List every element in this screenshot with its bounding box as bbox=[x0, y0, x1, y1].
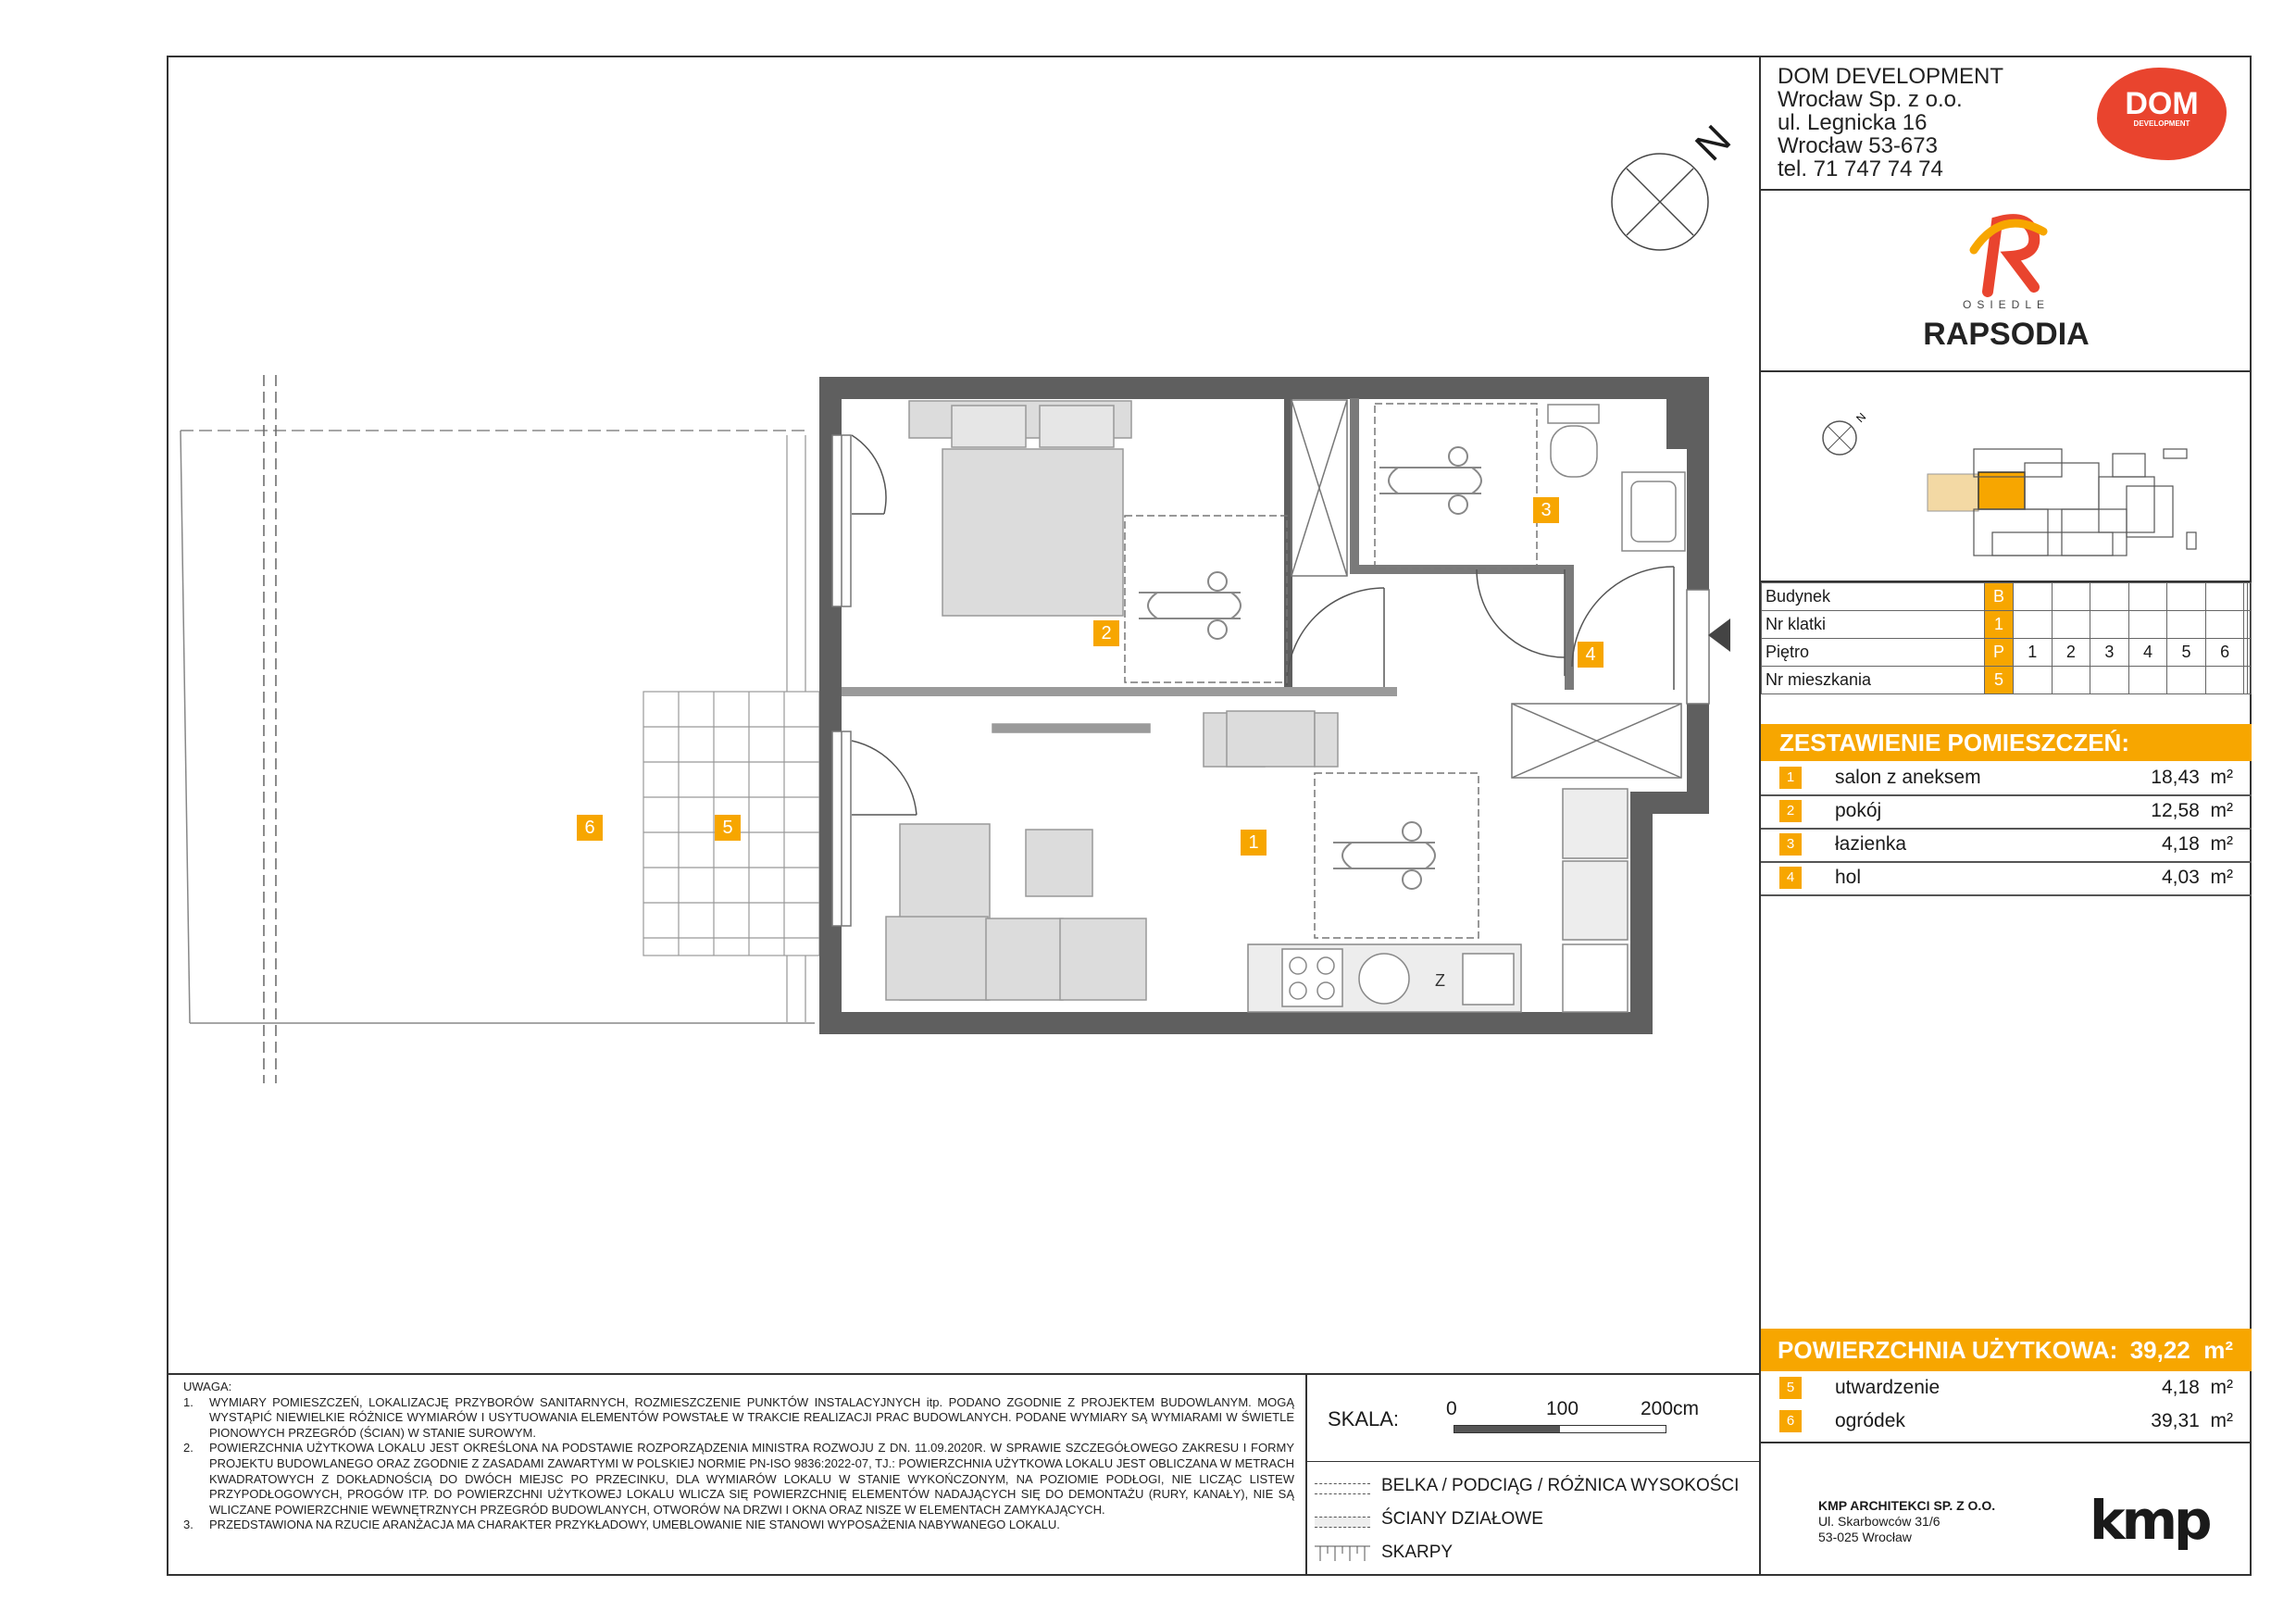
info-highlight: 1 bbox=[1985, 611, 2014, 639]
dom-development-logo: DOM DEVELOPMENT bbox=[2097, 68, 2227, 160]
svg-text:N: N bbox=[1853, 410, 1869, 426]
extras-list bbox=[1761, 1371, 2252, 1438]
project-prefix: OSIEDLE bbox=[1962, 298, 2051, 311]
info-table bbox=[1761, 582, 2252, 694]
total-label: POWIERZCHNIA UŻYTKOWA: bbox=[1778, 1336, 2118, 1364]
room-row-4: 4 hol 4,03 m² bbox=[1761, 861, 2252, 896]
note-2: 2. POWIERZCHNIA UŻYTKOWA LOKALU JEST OKREŚLONA NA PODSTAWIE ROZPORZĄDZENIA MINISTRA ROZWOJU Z DN. 11.09.2020R. W SPRAWIE SZCZEGÓŁOWEGO ZAKRESU I FORMY PROJEKTU BUDOWLANEGO ORAZ ZGODNIE Z ZASADAMI ZAWARTYMI W POLSKIEJ NORMIE PN-ISO 9836:2022-07, TJ.: POWIERZCHNIA UŻYTKOWA LOKALU JEST OBLICZANA W METRACH KWADRATOWYCH Z DOKŁADNOŚCIĄ DO DWÓCH MIEJSC PO PRZECINKU, DLA WYMIARÓW LOKALU W STANIE WYKOŃCZONYM, NA POZIOMIE PODŁOGI, NIE LICZĄC LISTEW PRZYPODŁOGOWYCH, PROGÓW ITP. DO POWIERZCHNI UŻYTKOWEJ LOKALU WLICZA SIĘ POWIERZCHNIĘ ELEMENTÓW NADAJĄCYCH SIĘ DO DEMONTAŻU (RURY, KANAŁY), NIE SĄ WLICZANE POWIERZCHNIE WEWNĘTRZNYCH PRZEGRÓD BUDOWLANYCH, OTWORÓW NA DRZWI I OKNA ORAZ NISZE W ELEMENTACH ZAMYKAJĄCYCH. bbox=[183, 1441, 1294, 1517]
company-city: Wrocław 53-673 bbox=[1778, 133, 1938, 158]
legend-divider bbox=[1305, 1461, 1759, 1462]
floor-plan bbox=[168, 57, 1759, 1576]
north-label: N bbox=[1686, 117, 1741, 170]
extra-row-6: 6 ogródek 39,31 m² bbox=[1761, 1405, 2252, 1438]
rooms-list bbox=[1761, 761, 2252, 928]
info-highlight: B bbox=[1985, 583, 2014, 611]
company-name: DOM DEVELOPMENT bbox=[1778, 64, 2004, 89]
dashed-wall-icon bbox=[1315, 1517, 1370, 1528]
entrance-arrow-icon bbox=[1708, 618, 1730, 652]
scale-tick-0: 0 bbox=[1446, 1398, 1457, 1419]
dashed-beam-icon bbox=[1315, 1483, 1370, 1494]
bathroom-fixtures bbox=[1548, 405, 1685, 551]
architect-name: KMP ARCHITEKCI SP. Z O.O. bbox=[1818, 1498, 1996, 1513]
company-phone: tel. 71 747 74 74 bbox=[1778, 156, 1943, 181]
room-row-2: 2 pokój 12,58 m² bbox=[1761, 794, 2252, 830]
plan-label-4: 4 bbox=[1578, 642, 1603, 668]
extra-row-5: 5 utwardzenie 4,18 m² bbox=[1761, 1371, 2252, 1405]
company-line2: Wrocław Sp. z o.o. bbox=[1778, 87, 1963, 112]
room-row-1: 1 salon z aneksem 18,43 m² bbox=[1761, 761, 2252, 796]
rapsodia-logo-icon bbox=[1955, 208, 2066, 301]
scale-tick-200: 200cm bbox=[1641, 1398, 1700, 1419]
kitchen-mark-z: Z bbox=[1435, 971, 1445, 990]
legend-beam: BELKA / PODCIĄG / RÓŻNICA WYSOKOŚCI bbox=[1381, 1476, 1740, 1495]
notes-title: UWAGA: bbox=[183, 1380, 232, 1393]
info-label: Piętro bbox=[1762, 639, 1985, 667]
info-highlight: 5 bbox=[1985, 667, 2014, 694]
slope-hatch-icon bbox=[1315, 1544, 1370, 1563]
info-panel bbox=[1759, 56, 2252, 1576]
scale-label: SKALA: bbox=[1328, 1407, 1400, 1430]
project-name: RAPSODIA bbox=[1923, 317, 2090, 352]
bed bbox=[909, 401, 1131, 616]
total-value: 39,22 bbox=[2129, 1336, 2190, 1364]
scale-bar bbox=[1454, 1425, 1666, 1433]
notes-divider bbox=[1305, 1373, 1307, 1576]
architect-info bbox=[1818, 1498, 1995, 1545]
bottom-divider bbox=[167, 1373, 1759, 1375]
company-address: ul. Legnicka 16 bbox=[1778, 110, 1928, 135]
kmp-logo: kmp bbox=[2090, 1489, 2209, 1552]
info-row-building bbox=[1762, 583, 2252, 611]
architect-street: Ul. Skarbowców 31/6 bbox=[1818, 1514, 1940, 1529]
info-highlight: P bbox=[1985, 639, 2014, 667]
accessibility-zones bbox=[1125, 404, 1537, 938]
info-label: Budynek bbox=[1762, 583, 1985, 611]
legend-slopes: SKARPY bbox=[1381, 1543, 1454, 1562]
scale-tick-100: 100 bbox=[1546, 1398, 1579, 1419]
plan-label-2: 2 bbox=[1093, 620, 1119, 646]
total-area-bar: POWIERZCHNIA UŻYTKOWA: 39,22 m² bbox=[1761, 1329, 2252, 1371]
info-label: Nr klatki bbox=[1762, 611, 1985, 639]
legend-walls: ŚCIANY DZIAŁOWE bbox=[1381, 1509, 1543, 1529]
plan-label-6: 6 bbox=[577, 815, 603, 841]
info-row-apartment bbox=[1762, 667, 2252, 694]
note-3: 3. PRZEDSTAWIONA NA RZUCIE ARANŻACJA MA CHARAKTER PRZYKŁADOWY, UMEBLOWANIE NIE STANOWI WYPOSAŻENIA NABYWANEGO LOKALU. bbox=[183, 1518, 1060, 1532]
plan-label-1: 1 bbox=[1241, 830, 1267, 856]
plan-label-3: 3 bbox=[1533, 497, 1559, 523]
company-info bbox=[1778, 65, 2003, 181]
plan-label-5: 5 bbox=[715, 815, 741, 841]
info-row-staircase bbox=[1762, 611, 2252, 639]
notes-block bbox=[183, 1380, 1294, 1533]
info-label: Nr mieszkania bbox=[1762, 667, 1985, 694]
room-row-3: 3 łazienka 4,18 m² bbox=[1761, 828, 2252, 863]
note-1: 1. WYMIARY POMIESZCZEŃ, LOKALIZACJĘ PRZYBORÓW SANITARNYCH, ROZMIESZCZENIE PUNKTÓW INSTALACYJNYCH itp. PODANO ZGODNIE Z PROJEKTEM BUDOWLANYM. MOGĄ WYSTĄPIĆ NIEWIELKIE RÓŻNICE WYMIARÓW I USYTUOWANIA ELEMENTÓW POWSTAŁE W TRAKCIE REALIZACJI PRAC BUDOWLANYCH. PODANE WYMIARY SĄ WYMIARAMI W ŚWIETLE PIONOWYCH PRZEGRÓD (ŚCIAN) W STANIE SUROWYM. bbox=[183, 1394, 1294, 1440]
architect-city: 53-025 Wrocław bbox=[1818, 1530, 1912, 1544]
info-row-floor: Piętro P 1 2 3 4 5 6 bbox=[1762, 639, 2252, 667]
key-plan bbox=[1798, 384, 2224, 569]
wheelchair-icons bbox=[1139, 447, 1481, 889]
rooms-header: ZESTAWIENIE POMIESZCZEŃ: bbox=[1761, 724, 2252, 761]
